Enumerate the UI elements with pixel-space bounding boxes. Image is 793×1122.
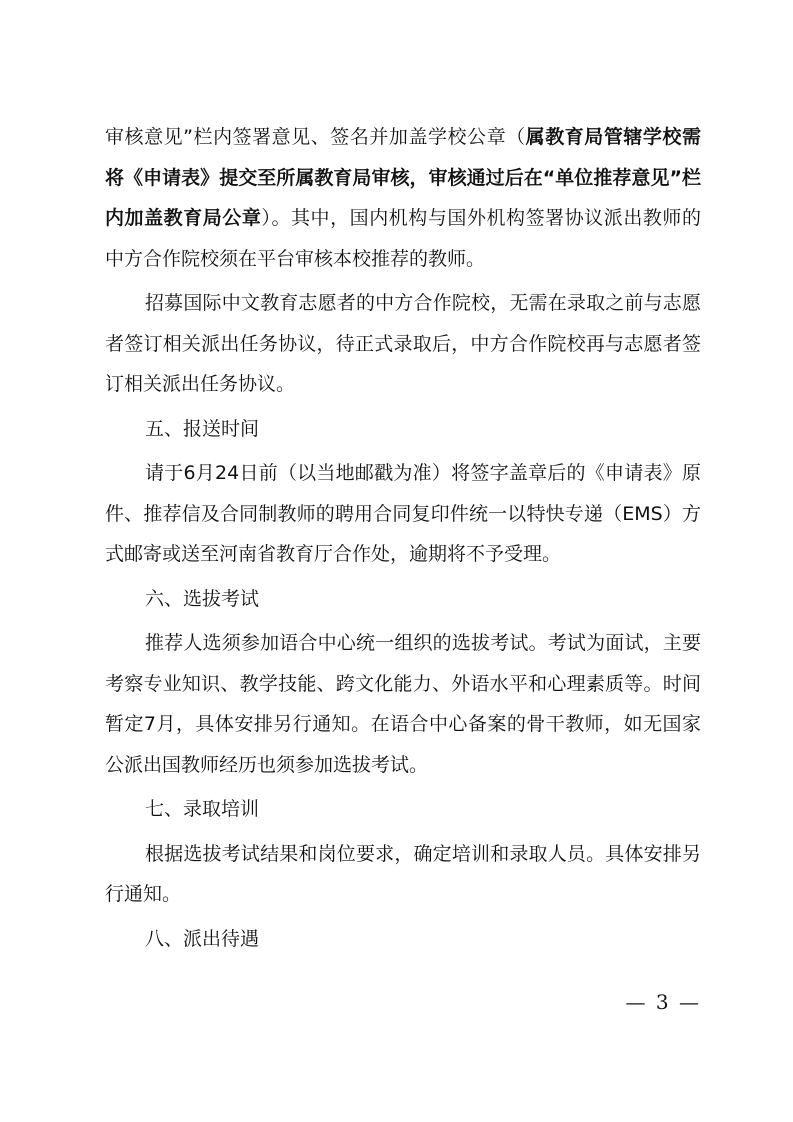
paragraph-exam: 推荐人选须参加语合中心统一组织的选拔考试。考试为面试，主要考察专业知识、教学技能、跨文化能力、外语水平和心理素质等。时间暂定7月，具体安排另行通知。在语合中心备案的骨干教师，如无国家公派出国教师经历也须参加选拔考试。 bbox=[105, 632, 701, 776]
section-heading-submission-time: 五、报送时间 bbox=[145, 417, 260, 440]
bold-emphasis-text: 属教育局管辖学校需将《申请表》提交至所属教育局审核，审核通过后在“单位推荐意见”栏内加盖教育局公章 bbox=[105, 126, 701, 229]
section-heading-dispatch-benefits: 八、派出待遇 bbox=[145, 927, 260, 950]
paragraph-submission: 请于6月24日前（以当地邮戳为准）将签字盖章后的《申请表》原件、推荐信及合同制教师的聘用合同复印件统一以特快专递（EMS）方式邮寄或送至河南省教育厅合作处，逾期将不予受理。 bbox=[105, 462, 701, 565]
page-number: — 3 — bbox=[625, 990, 701, 1014]
document-body bbox=[105, 117, 701, 959]
paragraph-text: ）。其中，国内机构与国外机构签署协议派出教师的中方合作院校须在平台审核本校推荐的教师。 bbox=[105, 207, 701, 270]
section-heading-admission-training: 七、录取培训 bbox=[145, 798, 260, 820]
paragraph-text: 审核意见”栏内签署意见、签名并加盖学校公章（ bbox=[105, 126, 526, 148]
paragraph-volunteers: 招募国际中文教育志愿者的中方合作院校，无需在录取之前与志愿者签订相关派出任务协议，待正式录取后，中方合作院校再与志愿者签订相关派出任务协议。 bbox=[105, 292, 701, 395]
section-heading-selection-exam: 六、选拔考试 bbox=[145, 587, 260, 610]
paragraph-admission: 根据选拔考试结果和岗位要求，确定培训和录取人员。具体安排另行通知。 bbox=[105, 842, 701, 905]
paragraph-review-opinion bbox=[105, 117, 701, 279]
